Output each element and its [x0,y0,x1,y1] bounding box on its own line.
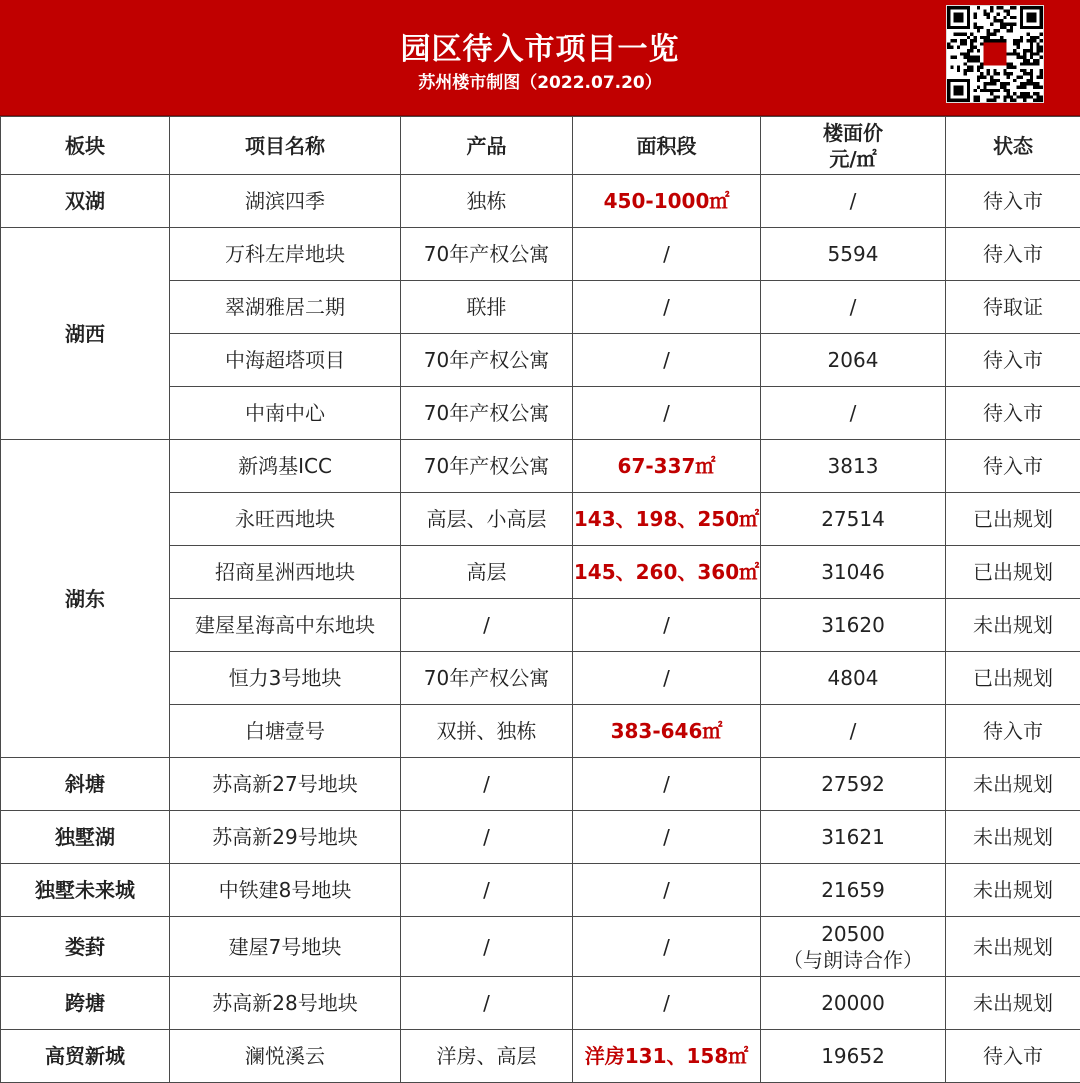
sector-cell: 娄葑 [1,917,170,977]
price-cell: 4804 [761,652,946,705]
project-name-cell: 苏高新28号地块 [170,977,401,1030]
sector-cell: 独墅湖 [1,811,170,864]
project-name-cell: 苏高新27号地块 [170,758,401,811]
status-cell: 待入市 [946,175,1080,228]
status-cell: 待入市 [946,334,1080,387]
area-cell: / [573,864,761,917]
area-cell: / [573,228,761,281]
project-name-cell: 永旺西地块 [170,493,401,546]
price-note: （与朗诗合作） [783,947,923,973]
project-name-cell: 苏高新29号地块 [170,811,401,864]
area-cell: 67-337㎡ [573,440,761,493]
price-cell: 19652 [761,1030,946,1083]
price-cell: 27514 [761,493,946,546]
area-cell: 143、198、250㎡ [573,493,761,546]
status-cell: 已出规划 [946,493,1080,546]
col-header-price [761,117,946,175]
table-row [1,228,1080,281]
table-header-row [1,117,1080,175]
page-subtitle: 苏州楼市制图（2022.07.20） [0,68,1080,93]
table-row [1,175,1080,228]
area-cell: / [573,387,761,440]
col-header-price-unit: 元/㎡ [829,146,876,172]
project-name-cell: 中铁建8号地块 [170,864,401,917]
sector-cell: 独墅未来城 [1,864,170,917]
status-cell: 未出规划 [946,811,1080,864]
sector-cell: 斜塘 [1,758,170,811]
area-cell: 450-1000㎡ [573,175,761,228]
product-cell: 70年产权公寓 [401,652,573,705]
product-cell: 洋房、高层 [401,1030,573,1083]
product-cell: 双拼、独栋 [401,705,573,758]
project-name-cell: 中海超塔项目 [170,334,401,387]
product-cell: 70年产权公寓 [401,334,573,387]
area-cell: / [573,917,761,977]
area-cell: 145、260、360㎡ [573,546,761,599]
sector-cell: 高贸新城 [1,1030,170,1083]
area-cell: / [573,977,761,1030]
product-cell: 70年产权公寓 [401,387,573,440]
qr-code-icon [946,5,1044,103]
area-cell: / [573,811,761,864]
area-cell: 383-646㎡ [573,705,761,758]
area-cell: / [573,281,761,334]
project-table [0,116,1080,1083]
price-cell: 31620 [761,599,946,652]
project-name-cell: 翠湖雅居二期 [170,281,401,334]
price-value: 20500 [821,921,885,947]
col-header-area: 面积段 [573,117,761,175]
product-cell: 联排 [401,281,573,334]
project-name-cell: 澜悦溪云 [170,1030,401,1083]
price-cell: / [761,387,946,440]
product-cell: 高层、小高层 [401,493,573,546]
project-name-cell: 万科左岸地块 [170,228,401,281]
status-cell: 未出规划 [946,758,1080,811]
status-cell: 未出规划 [946,864,1080,917]
status-cell: 已出规划 [946,546,1080,599]
area-cell: 洋房131、158㎡ [573,1030,761,1083]
status-cell: 待入市 [946,440,1080,493]
sector-cell: 湖东 [1,440,170,758]
price-cell [761,917,946,977]
product-cell: / [401,864,573,917]
project-name-cell: 白塘壹号 [170,705,401,758]
table-row [1,1030,1080,1083]
col-header-price-label: 楼面价 [823,120,883,146]
product-cell: / [401,977,573,1030]
status-cell: 已出规划 [946,652,1080,705]
price-cell: 3813 [761,440,946,493]
table-row [1,977,1080,1030]
page-header [0,0,1080,116]
product-cell: / [401,758,573,811]
product-cell: 独栋 [401,175,573,228]
status-cell: 未出规划 [946,977,1080,1030]
status-cell: 待入市 [946,228,1080,281]
area-cell: / [573,599,761,652]
product-cell: / [401,917,573,977]
sector-cell: 跨塘 [1,977,170,1030]
sector-cell: 双湖 [1,175,170,228]
page-title: 园区待入市项目一览 [0,24,1080,68]
price-cell: 20000 [761,977,946,1030]
area-cell: / [573,652,761,705]
product-cell: / [401,599,573,652]
col-header-status: 状态 [946,117,1080,175]
status-cell: 待入市 [946,705,1080,758]
product-cell: 高层 [401,546,573,599]
area-cell: / [573,334,761,387]
project-name-cell: 中南中心 [170,387,401,440]
price-cell: 21659 [761,864,946,917]
project-name-cell: 建屋星海高中东地块 [170,599,401,652]
status-cell: 待入市 [946,387,1080,440]
status-cell: 未出规划 [946,917,1080,977]
table-row [1,440,1080,493]
price-cell: 31046 [761,546,946,599]
col-header-sector: 板块 [1,117,170,175]
price-cell: 31621 [761,811,946,864]
area-cell: / [573,758,761,811]
product-cell: 70年产权公寓 [401,228,573,281]
status-cell: 待取证 [946,281,1080,334]
price-cell: 27592 [761,758,946,811]
table-row [1,758,1080,811]
product-cell: / [401,811,573,864]
price-cell: / [761,705,946,758]
project-name-cell: 恒力3号地块 [170,652,401,705]
table-row [1,917,1080,977]
price-cell: 5594 [761,228,946,281]
price-cell: / [761,281,946,334]
project-name-cell: 建屋7号地块 [170,917,401,977]
col-header-project-name: 项目名称 [170,117,401,175]
project-name-cell: 新鸿基ICC [170,440,401,493]
status-cell: 待入市 [946,1030,1080,1083]
product-cell: 70年产权公寓 [401,440,573,493]
col-header-product: 产品 [401,117,573,175]
project-name-cell: 招商星洲西地块 [170,546,401,599]
price-cell: 2064 [761,334,946,387]
table-row [1,864,1080,917]
price-cell: / [761,175,946,228]
sector-cell: 湖西 [1,228,170,440]
status-cell: 未出规划 [946,599,1080,652]
table-row [1,811,1080,864]
project-name-cell: 湖滨四季 [170,175,401,228]
